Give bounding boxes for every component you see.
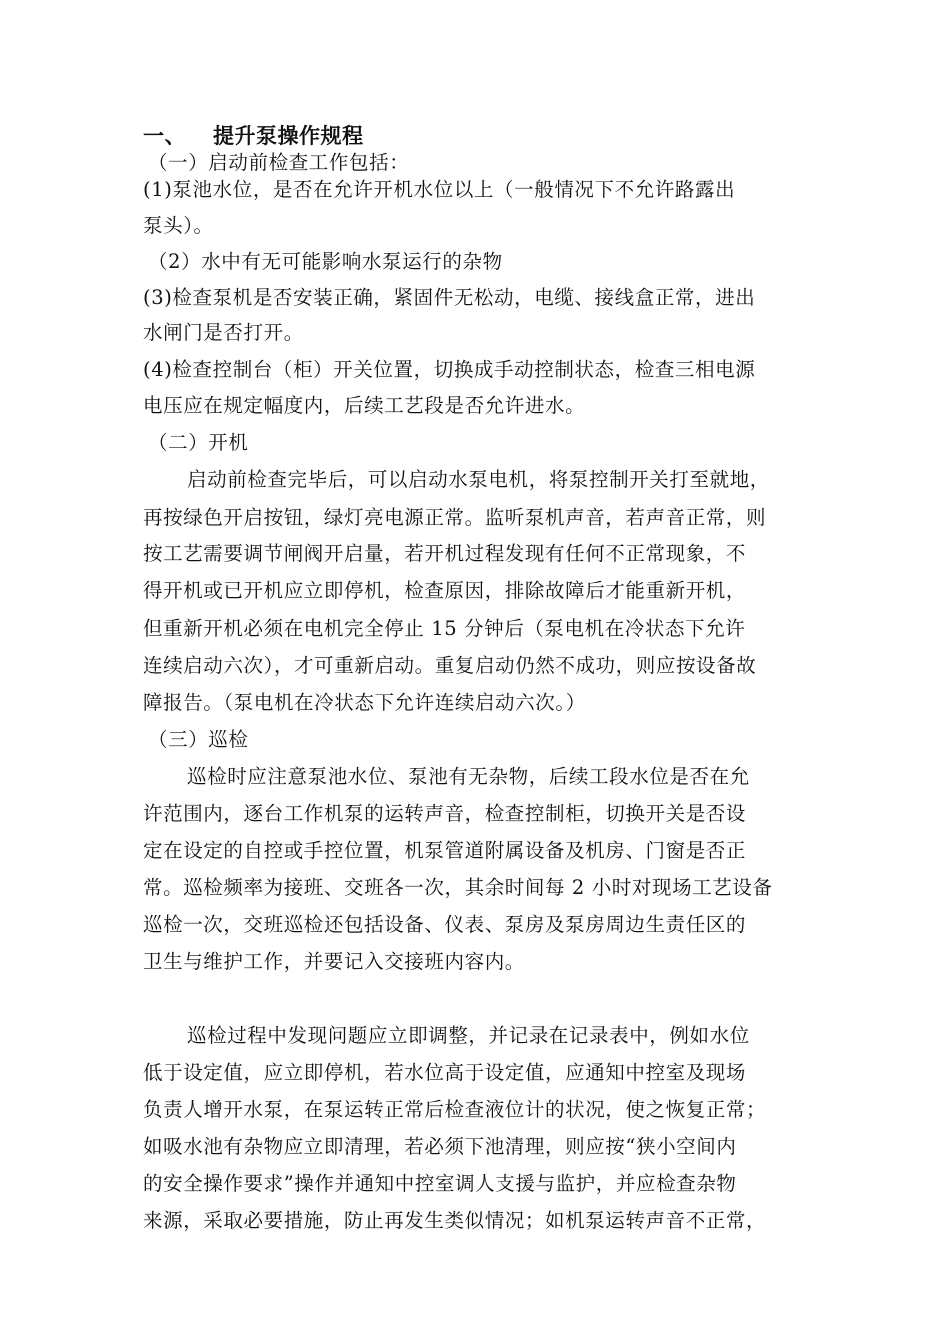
paragraph-line: 连续启动六次），才可重新启动。重复启动仍然不成功，则应按设备故 <box>143 654 757 677</box>
paragraph-line: 常。巡检频率为接班、交班各一次，其余时间每 2 小时对现场工艺设备 <box>143 876 773 899</box>
paragraph-line: 启动前检查完毕后，可以启动水泵电机，将泵控制开关打至就地， <box>187 468 770 491</box>
paragraph-line: (1)泵池水位，是否在允许开机水位以上（一般情况下不允许路露出 <box>143 178 736 201</box>
title-number: 一、 <box>143 123 186 148</box>
paragraph-line: 泵头）。 <box>143 214 214 237</box>
paragraph-line: 电压应在规定幅度内，后续工艺段是否允许进水。 <box>143 394 586 417</box>
paragraph-line: 来源，采取必要措施，防止再发生类似情况；如机泵运转声音不正常， <box>143 1209 767 1232</box>
paragraph-line: 如吸水池有杂物应立即清理，若必须下池清理，则应按“狭小空间内 <box>143 1135 737 1158</box>
paragraph-line: (4)检查控制台（柜）开关位置，切换成手动控制状态，检查三相电源 <box>143 358 756 381</box>
paragraph-line: 低于设定值，应立即停机，若水位高于设定值，应通知中控室及现场 <box>143 1061 747 1084</box>
paragraph-line: 定在设定的自控或手控位置，机泵管道附属设备及机房、门窗是否正 <box>143 839 747 862</box>
paragraph-line: 再按绿色开启按钮，绿灯亮电源正常。监听泵机声音，若声音正常，则 <box>143 506 767 529</box>
paragraph-line: 负责人增开水泵，在泵运转正常后检查液位计的状况，使之恢复正常； <box>143 1098 767 1121</box>
paragraph-line: 障报告。（泵电机在冷状态下允许连续启动六次。） <box>143 691 586 714</box>
paragraph-line: （2）水中有无可能影响水泵运行的杂物 <box>148 250 503 273</box>
title-text: 提升泵操作规程 <box>213 123 364 148</box>
paragraph-line: 巡检过程中发现问题应立即调整，并记录在记录表中，例如水位 <box>187 1024 750 1047</box>
section-heading-inspection: （三）巡检 <box>148 728 249 751</box>
section-heading-startup: （二）开机 <box>148 431 249 454</box>
paragraph-line: 得开机或已开机应立即停机，检查原因，排除故障后才能重新开机， <box>143 579 747 602</box>
paragraph-line: 的安全操作要求”操作并通知中控室调人支援与监护，并应检查杂物 <box>143 1172 737 1195</box>
section-heading-precheck: （一）启动前检查工作包括： <box>148 151 410 174</box>
paragraph-line: 巡检时应注意泵池水位、泵池有无杂物，后续工段水位是否在允 <box>187 765 750 788</box>
paragraph-line: 水闸门是否打开。 <box>143 321 304 344</box>
paragraph-line: 但重新开机必须在电机完全停止 15 分钟后（泵电机在冷状态下允许 <box>143 617 746 640</box>
paragraph-line: 卫生与维护工作，并要记入交接班内容内。 <box>143 950 525 973</box>
paragraph-line: 许范围内，逐台工作机泵的运转声音，检查控制柜，切换开关是否设 <box>143 802 747 825</box>
paragraph-line: (3)检查泵机是否安装正确，紧固件无松动，电缆、接线盒正常，进出 <box>143 286 756 309</box>
document-title <box>143 123 823 149</box>
paragraph-line: 按工艺需要调节闸阀开启量，若开机过程发现有任何不正常现象，不 <box>143 542 747 565</box>
paragraph-line: 巡检一次，交班巡检还包括设备、仪表、泵房及泵房周边生责任区的 <box>143 913 747 936</box>
